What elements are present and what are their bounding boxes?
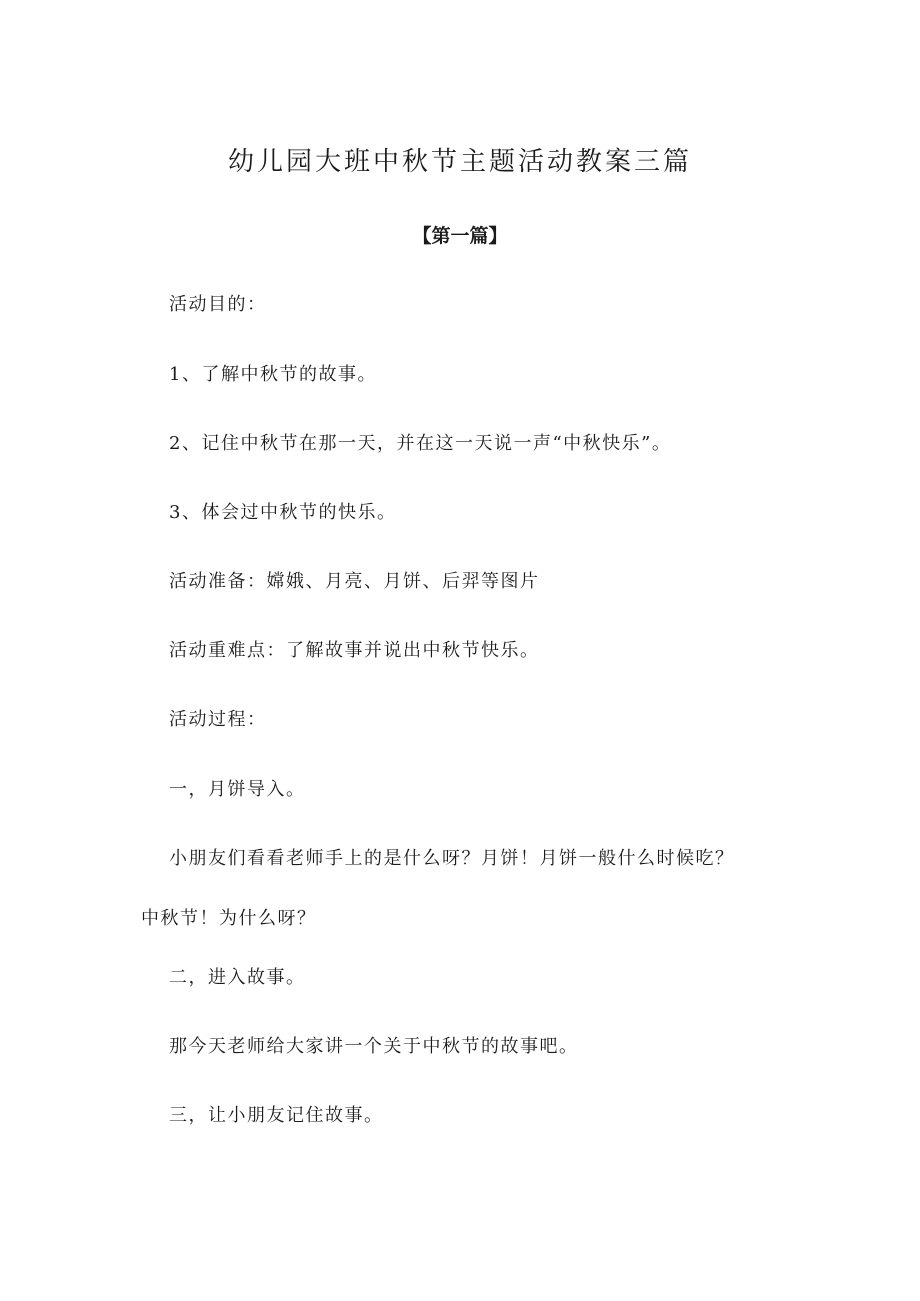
paragraph-goal-2: 2、记住中秋节在那一天，并在这一天说一声“中秋快乐”。 [169,433,672,454]
paragraph-activity-process: 活动过程： [169,709,267,730]
paragraph-step-2-dialogue: 那今天老师给大家讲一个关于中秋节的故事吧。 [169,1036,579,1057]
paragraph-activity-prep: 活动准备：嫦娥、月亮、月饼、后羿等图片 [169,571,540,592]
document-title: 幼儿园大班中秋节主题活动教案三篇 [227,147,692,177]
section-heading: 【第一篇】 [412,225,508,247]
paragraph-step-2: 二，进入故事。 [169,967,306,988]
paragraph-goal-3: 3、体会过中秋节的快乐。 [169,502,397,523]
paragraph-activity-goal: 活动目的： [169,294,267,315]
paragraph-step-1-dialogue: 小朋友们看看老师手上的是什么呀？月饼！月饼一般什么时候吃？中秋节！为什么呀？ [141,848,735,929]
paragraph-step-1: 一，月饼导入。 [169,779,306,800]
paragraph-key-points: 活动重难点：了解故事并说出中秋节快乐。 [169,640,540,661]
paragraph-step-3: 三，让小朋友记住故事。 [169,1105,384,1126]
paragraph-goal-1: 1、了解中秋节的故事。 [169,364,377,385]
